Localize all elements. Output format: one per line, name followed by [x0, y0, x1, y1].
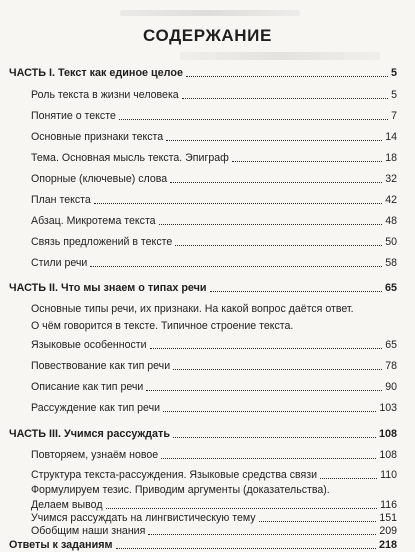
toc-part-title: ЧАСТЬ II. Что мы знаем о типах речи	[9, 282, 207, 294]
toc-page-number: 209	[379, 525, 397, 537]
toc-entry-title: Роль текста в жизни человека	[31, 89, 179, 101]
toc-entry[interactable]	[31, 257, 397, 270]
bleed-through-mark	[120, 10, 300, 16]
toc-page-number: 18	[385, 152, 397, 164]
dot-leader	[116, 548, 376, 549]
toc-entry[interactable]	[31, 131, 397, 144]
dot-leader	[94, 203, 382, 204]
toc-entry[interactable]	[31, 110, 397, 123]
toc-entry[interactable]	[31, 152, 397, 165]
toc-entry-continuation: О чём говорится в тексте. Типичное строение текста.	[31, 320, 294, 332]
toc-entry[interactable]	[31, 449, 397, 462]
toc-part-1[interactable]	[9, 67, 397, 80]
toc-entry-title: Абзац. Микротема текста	[31, 215, 156, 227]
toc-part-title: ЧАСТЬ I. Текст как единое целое	[9, 67, 183, 79]
toc-entry[interactable]	[31, 215, 397, 228]
dot-leader	[173, 369, 382, 370]
toc-entry[interactable]	[31, 469, 397, 482]
toc-page-number: 151	[379, 512, 397, 524]
toc-page-number: 58	[385, 257, 397, 269]
toc-entry[interactable]	[31, 402, 397, 415]
toc-entry[interactable]	[31, 360, 397, 373]
toc-answers[interactable]	[9, 539, 397, 552]
toc-entry-title: Опорные (ключевые) слова	[31, 173, 168, 185]
dot-leader	[163, 411, 376, 412]
dot-leader	[210, 291, 382, 292]
toc-page-number: 218	[378, 539, 397, 551]
toc-entry-title: Стили речи	[31, 257, 88, 269]
toc-entry[interactable]	[31, 236, 397, 249]
dot-leader	[146, 390, 382, 391]
toc-entry-title: Описание как тип речи	[31, 381, 144, 393]
toc-page-number: 116	[380, 499, 397, 511]
toc-page-number: 5	[390, 67, 397, 79]
toc-entry-title: Структура текста-рассуждения. Языковые средства связи	[31, 469, 318, 481]
dot-leader	[119, 119, 388, 120]
page-title: СОДЕРЖАНИЕ	[143, 26, 272, 45]
toc-entry-continuation: Основные типы речи, их признаки. На какой вопрос даётся ответ.	[31, 303, 354, 315]
toc-part-title: ЧАСТЬ III. Учимся рассуждать	[9, 428, 170, 440]
toc-entry-title: Повторяем, узнаём новое	[31, 449, 159, 461]
toc-entry[interactable]	[31, 339, 397, 352]
toc-entry-title: Учимся рассуждать на лингвистическую тему	[31, 512, 256, 524]
toc-page-number: 110	[380, 469, 397, 481]
toc-page-number: 108	[379, 449, 397, 461]
toc-page-number: 7	[391, 110, 397, 122]
dot-leader	[150, 348, 383, 349]
toc-entry[interactable]	[31, 525, 397, 538]
toc-entry-title: Тема. Основная мысль текста. Эпиграф	[31, 152, 229, 164]
toc-entry-title: План текста	[31, 194, 91, 206]
dot-leader	[182, 98, 388, 99]
bleed-through-mark	[180, 52, 380, 60]
toc-entry-title: Языковые особенности	[31, 339, 147, 351]
toc-page-number: 5	[391, 89, 397, 101]
toc-entry-title: Связь предложений в тексте	[31, 236, 173, 248]
toc-entry-title: Делаем вывод	[31, 499, 103, 511]
toc-page-number: 14	[385, 131, 397, 143]
toc-entry-title: Повествование как тип речи	[31, 360, 171, 372]
toc-entry[interactable]	[31, 512, 397, 525]
toc-page-number: 65	[384, 282, 397, 294]
toc-entry-title: Обобщим наши знания	[31, 525, 146, 537]
toc-page-number: 103	[379, 402, 397, 414]
dot-leader	[148, 534, 376, 535]
toc-entry-title: Рассуждение как тип речи	[31, 402, 161, 414]
toc-entry-continuation: Формулируем тезис. Приводим аргументы (доказательства).	[31, 484, 330, 496]
dot-leader	[186, 76, 388, 77]
toc-page-number: 65	[385, 339, 397, 351]
toc-page-number: 90	[385, 381, 397, 393]
toc-entry-title: Основные признаки текста	[31, 131, 164, 143]
dot-leader	[159, 224, 383, 225]
toc-entry[interactable]	[31, 499, 397, 512]
toc-part-title: Ответы к заданиям	[9, 539, 113, 551]
toc-page-number: 48	[385, 215, 397, 227]
toc-page-number: 42	[385, 194, 397, 206]
toc-entry-title: Понятие о тексте	[31, 110, 116, 122]
toc-entry[interactable]	[31, 381, 397, 394]
toc-page-number: 78	[385, 360, 397, 372]
dot-leader	[161, 458, 376, 459]
toc-page-number: 108	[378, 428, 397, 440]
toc-entry[interactable]	[31, 89, 397, 102]
dot-leader	[175, 245, 382, 246]
dot-leader	[90, 266, 382, 267]
dot-leader	[320, 478, 377, 479]
dot-leader	[166, 140, 382, 141]
dot-leader	[232, 161, 382, 162]
toc-entry[interactable]	[31, 173, 397, 186]
dot-leader	[259, 521, 377, 522]
toc-entry[interactable]	[31, 194, 397, 207]
dot-leader	[173, 437, 376, 438]
toc-page-number: 50	[385, 236, 397, 248]
dot-leader	[170, 182, 382, 183]
toc-part-2[interactable]	[9, 282, 397, 295]
dot-leader	[106, 508, 378, 509]
toc-part-3[interactable]	[9, 428, 397, 441]
toc-page-number: 32	[385, 173, 397, 185]
